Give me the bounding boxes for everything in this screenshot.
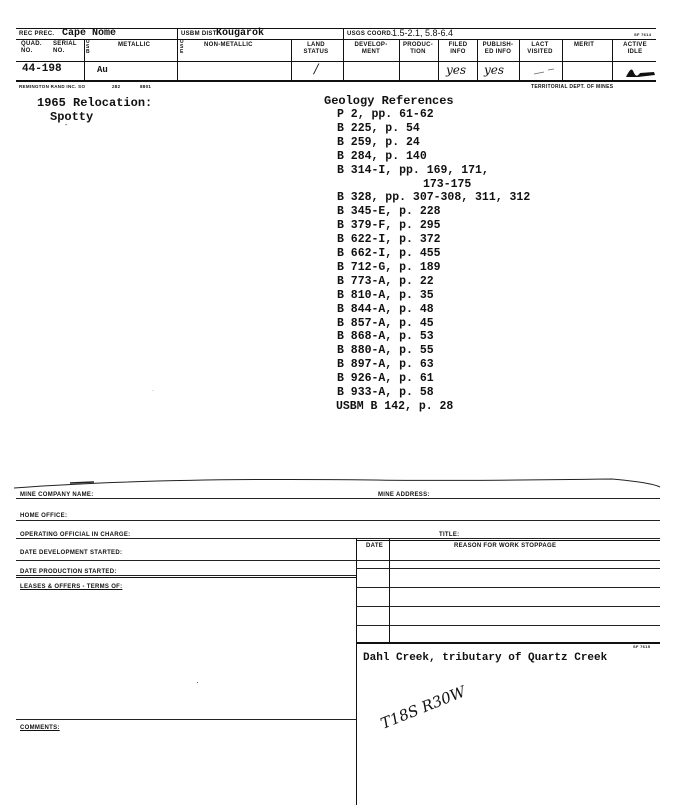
form-number-mid: SF 7615 xyxy=(633,644,651,649)
printer-line: REMINGTON RAND INC. SO xyxy=(19,84,86,89)
geology-reference: B 622-I, p. 372 xyxy=(337,233,441,247)
col-development: DEVELOP-MENT xyxy=(354,42,388,55)
geology-reference: B 259, p. 24 xyxy=(337,135,420,149)
comments-label: COMMENTS: xyxy=(20,725,60,731)
geology-reference: B 662-I, p. 455 xyxy=(337,247,441,260)
header-rule-2 xyxy=(16,39,656,40)
col-use: U S E xyxy=(180,39,184,55)
geology-reference: B 868-A, p. 53 xyxy=(337,330,434,344)
rec-prec-label: REC PREC. xyxy=(19,31,55,37)
speck-2: · xyxy=(196,678,199,687)
geology-reference: B 284, p. 140 xyxy=(337,149,427,163)
col-active-idle: ACTIVE IDLE xyxy=(623,42,647,55)
geology-reference: B 712-G, p. 189 xyxy=(337,260,441,274)
land-status-value: / xyxy=(314,62,319,77)
usbm-dist-value: Kougarok xyxy=(216,28,265,39)
col-land-status: LAND STATUS xyxy=(303,42,329,55)
quad-serial-value: 44-198 xyxy=(22,63,62,75)
col-production: PRODUC-TION xyxy=(402,42,434,55)
metallic-value: Au xyxy=(97,65,108,75)
relocation-value: Spotty xyxy=(50,110,94,124)
col-last-visited: LACT VISITED xyxy=(527,42,553,55)
col-non-metallic: NON-METALLIC xyxy=(204,42,253,48)
geology-reference: 173-175 xyxy=(423,177,472,191)
col-published-info: PUBLISH-ED INFO xyxy=(482,42,514,55)
title-label: TITLE: xyxy=(439,532,460,538)
active-idle-mark xyxy=(624,63,658,80)
tick-mark: - xyxy=(65,122,68,129)
geology-reference: B 880-A, p. 55 xyxy=(337,344,434,358)
relocation-heading: 1965 Relocation: xyxy=(37,96,153,110)
mine-address-label: MINE ADDRESS: xyxy=(378,492,430,498)
handwritten-township-range: T18S R30W xyxy=(378,682,469,733)
col-merit: MERIT xyxy=(574,42,595,48)
col-metallic: METALLIC xyxy=(118,42,151,48)
geology-reference: B 897-A, p. 63 xyxy=(337,358,434,372)
rec-prec-value: Cape Nome xyxy=(62,28,117,39)
geology-reference: B 810-A, p. 35 xyxy=(337,288,434,302)
lower-top-rule xyxy=(14,474,662,494)
col-quad-no: QUAD. NO. xyxy=(21,41,42,54)
col-usb: U S B xyxy=(86,39,90,55)
printer-code-2: 8801 xyxy=(140,84,152,89)
col-serial-no: SERIAL NO. xyxy=(53,41,77,54)
geology-reference: B 314-I, pp. 169, 171, xyxy=(337,163,489,177)
header-bottom-rule xyxy=(16,80,656,82)
speck: · xyxy=(152,388,154,394)
date-col-header: DATE xyxy=(366,543,384,549)
operating-official-label: OPERATING OFFICIAL IN CHARGE: xyxy=(20,532,131,538)
geology-reference: B 345-E, p. 228 xyxy=(337,205,441,219)
geology-reference: P 2, pp. 61-62 xyxy=(337,108,434,121)
geology-reference: B 328, pp. 307-308, 311, 312 xyxy=(337,191,531,205)
usbm-dist-label: USBM DIST. xyxy=(181,31,219,37)
geology-reference: B 857-A, p. 45 xyxy=(337,316,434,330)
location-note: Dahl Creek, tributary of Quartz Creek xyxy=(363,652,608,664)
geology-reference: USBM B 142, p. 28 xyxy=(336,399,454,413)
mine-company-name-label: MINE COMPANY NAME: xyxy=(20,492,94,498)
reason-col-header: REASON FOR WORK STOPPAGE xyxy=(454,543,557,549)
geology-reference: B 844-A, p. 48 xyxy=(337,302,434,316)
geology-reference: B 926-A, p. 61 xyxy=(337,372,434,386)
home-office-label: HOME OFFICE: xyxy=(20,513,68,519)
date-development-label: DATE DEVELOPMENT STARTED: xyxy=(20,550,123,556)
published-info-value: yes xyxy=(484,63,505,77)
filed-info-value: yes xyxy=(446,63,467,77)
printer-code-1: 282 xyxy=(112,84,121,89)
territorial-dept: TERRITORIAL DEPT. OF MINES xyxy=(531,84,614,90)
usgs-coord-label: USGS COORD. xyxy=(347,31,393,37)
date-production-label: DATE PRODUCTION STARTED: xyxy=(20,569,117,575)
usgs-coord-value: 1.5-2.1, 5.8-6.4 xyxy=(392,28,454,38)
last-visited-mark xyxy=(530,63,560,79)
geology-heading: Geology References xyxy=(324,94,454,108)
leases-label: LEASES & OFFERS - TERMS OF: xyxy=(20,584,123,590)
geology-reference: B 225, p. 54 xyxy=(337,121,420,135)
geology-reference: B 379-F, p. 295 xyxy=(337,219,441,233)
form-number-top: SF 7614 xyxy=(634,32,652,37)
geology-reference: B 933-A, p. 58 xyxy=(337,386,434,399)
geology-reference: B 773-A, p. 22 xyxy=(337,274,434,288)
header-rule-3 xyxy=(16,61,656,62)
col-filed-info: FILED INFO xyxy=(448,42,468,55)
